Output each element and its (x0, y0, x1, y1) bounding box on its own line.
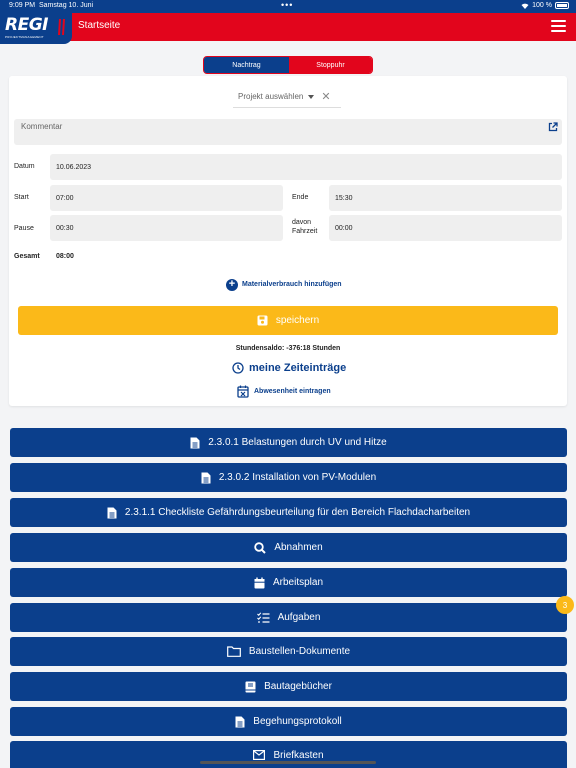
start-label: Start (14, 194, 29, 201)
menu-item-checkliste-flachdach[interactable] (10, 498, 567, 527)
status-bar (0, 0, 576, 13)
datum-field[interactable] (50, 154, 562, 180)
fahrzeit-label: davon Fahrzeit (292, 219, 318, 235)
battery-icon (555, 2, 569, 9)
calendar-x-icon (237, 385, 249, 398)
menu-item-label: Baustellen-Dokumente (248, 646, 351, 657)
time-entries-label: meine Zeiteinträge (249, 362, 347, 374)
start-value: 07:00 (56, 194, 74, 202)
tab-nachtrag[interactable]: Nachtrag (204, 57, 289, 73)
menu-item-belastungen-uv[interactable] (10, 428, 567, 457)
menu-item-label: Aufgaben (277, 612, 321, 623)
ende-value: 15:30 (335, 194, 353, 202)
clear-icon[interactable]: ✕ (321, 91, 331, 103)
menu-item-label: Bautagebücher (264, 681, 332, 692)
fahrzeit-value: 00:00 (335, 224, 353, 232)
folder-icon (227, 646, 241, 657)
menu-item-label: Abnahmen (274, 542, 323, 553)
search-icon (254, 542, 266, 554)
external-link-icon[interactable] (548, 122, 558, 132)
app-logo[interactable] (0, 13, 72, 44)
absence-label: Abwesenheit eintragen (254, 388, 331, 395)
hamburger-menu-icon[interactable] (551, 20, 566, 32)
home-indicator[interactable] (200, 761, 376, 764)
absence-link[interactable] (237, 385, 331, 398)
document-icon (235, 716, 245, 728)
menu-item-abnahmen[interactable] (10, 533, 567, 562)
book-icon (245, 681, 256, 693)
menu-item-pv-module[interactable] (10, 463, 567, 492)
envelope-icon (253, 750, 265, 760)
pause-field[interactable] (50, 215, 283, 241)
menu-item-label: 2.3.0.2 Installation von PV-Modulen (218, 472, 377, 483)
logo-text: REGI (5, 15, 48, 35)
multitask-dots: ••• (281, 0, 294, 10)
pause-value: 00:30 (56, 224, 74, 232)
time-entries-link[interactable] (232, 362, 346, 374)
ende-field[interactable] (329, 185, 562, 211)
menu-item-begehungsprotokoll[interactable] (10, 707, 567, 736)
project-select[interactable] (233, 86, 341, 108)
status-time: 9:09 PM Samstag 10. Juni (9, 2, 94, 9)
menu-item-label: 2.3.0.1 Belastungen durch UV und Hitze (208, 437, 387, 448)
menu-item-label: Arbeitsplan (272, 577, 324, 588)
mode-segmented-control (203, 56, 373, 74)
battery-percent: 100 % (532, 2, 552, 9)
chevron-down-icon (308, 95, 314, 99)
document-icon (107, 507, 117, 519)
fahrzeit-field[interactable] (329, 215, 562, 241)
logo-tagline: PROJEKTMANAGEMENT (5, 35, 44, 39)
add-material-label: Materialverbrauch hinzufügen (242, 281, 342, 288)
menu-item-bautagebuecher[interactable] (10, 672, 567, 701)
clock-icon (232, 362, 244, 374)
save-button[interactable] (18, 306, 558, 335)
menu-item-label: 2.3.1.1 Checkliste Gefährdungsbeurteilung für den Bereich Flachdacharbeiten (124, 507, 471, 518)
tab-stoppuhr[interactable]: Stoppuhr (289, 57, 372, 73)
plus-circle-icon: + (226, 279, 238, 291)
checklist-icon (257, 612, 270, 624)
add-material-link[interactable] (226, 278, 342, 291)
calendar-icon (254, 577, 265, 589)
menu-item-label: Begehungsprotokoll (253, 716, 342, 727)
comment-placeholder: Kommentar (21, 122, 63, 131)
floppy-disk-icon (257, 315, 268, 326)
menu-item-label: Briefkasten (273, 750, 324, 761)
comment-field[interactable] (14, 119, 562, 145)
save-label: speichern (275, 315, 320, 326)
hours-balance: Stundensaldo: -376:18 Stunden (235, 345, 341, 352)
project-select-label: Projekt auswählen (238, 92, 304, 101)
page-title: Startseite (78, 20, 121, 31)
status-right (521, 2, 569, 9)
document-icon (190, 437, 200, 449)
wifi-icon (521, 3, 529, 9)
pause-label: Pause (14, 225, 34, 232)
ende-label: Ende (292, 194, 309, 201)
tasks-count-badge: 3 (556, 596, 574, 614)
datum-value: 10.06.2023 (56, 163, 92, 171)
gesamt-value: 08:00 (56, 253, 74, 260)
menu-item-arbeitsplan[interactable] (10, 568, 567, 597)
gesamt-label: Gesamt (14, 253, 40, 260)
start-field[interactable] (50, 185, 283, 211)
logo-stripes-icon (58, 19, 66, 35)
app-header (0, 13, 576, 41)
menu-item-baustellen-dokumente[interactable] (10, 637, 567, 666)
menu-item-aufgaben[interactable] (10, 603, 567, 632)
document-icon (201, 472, 211, 484)
datum-label: Datum (14, 163, 35, 170)
